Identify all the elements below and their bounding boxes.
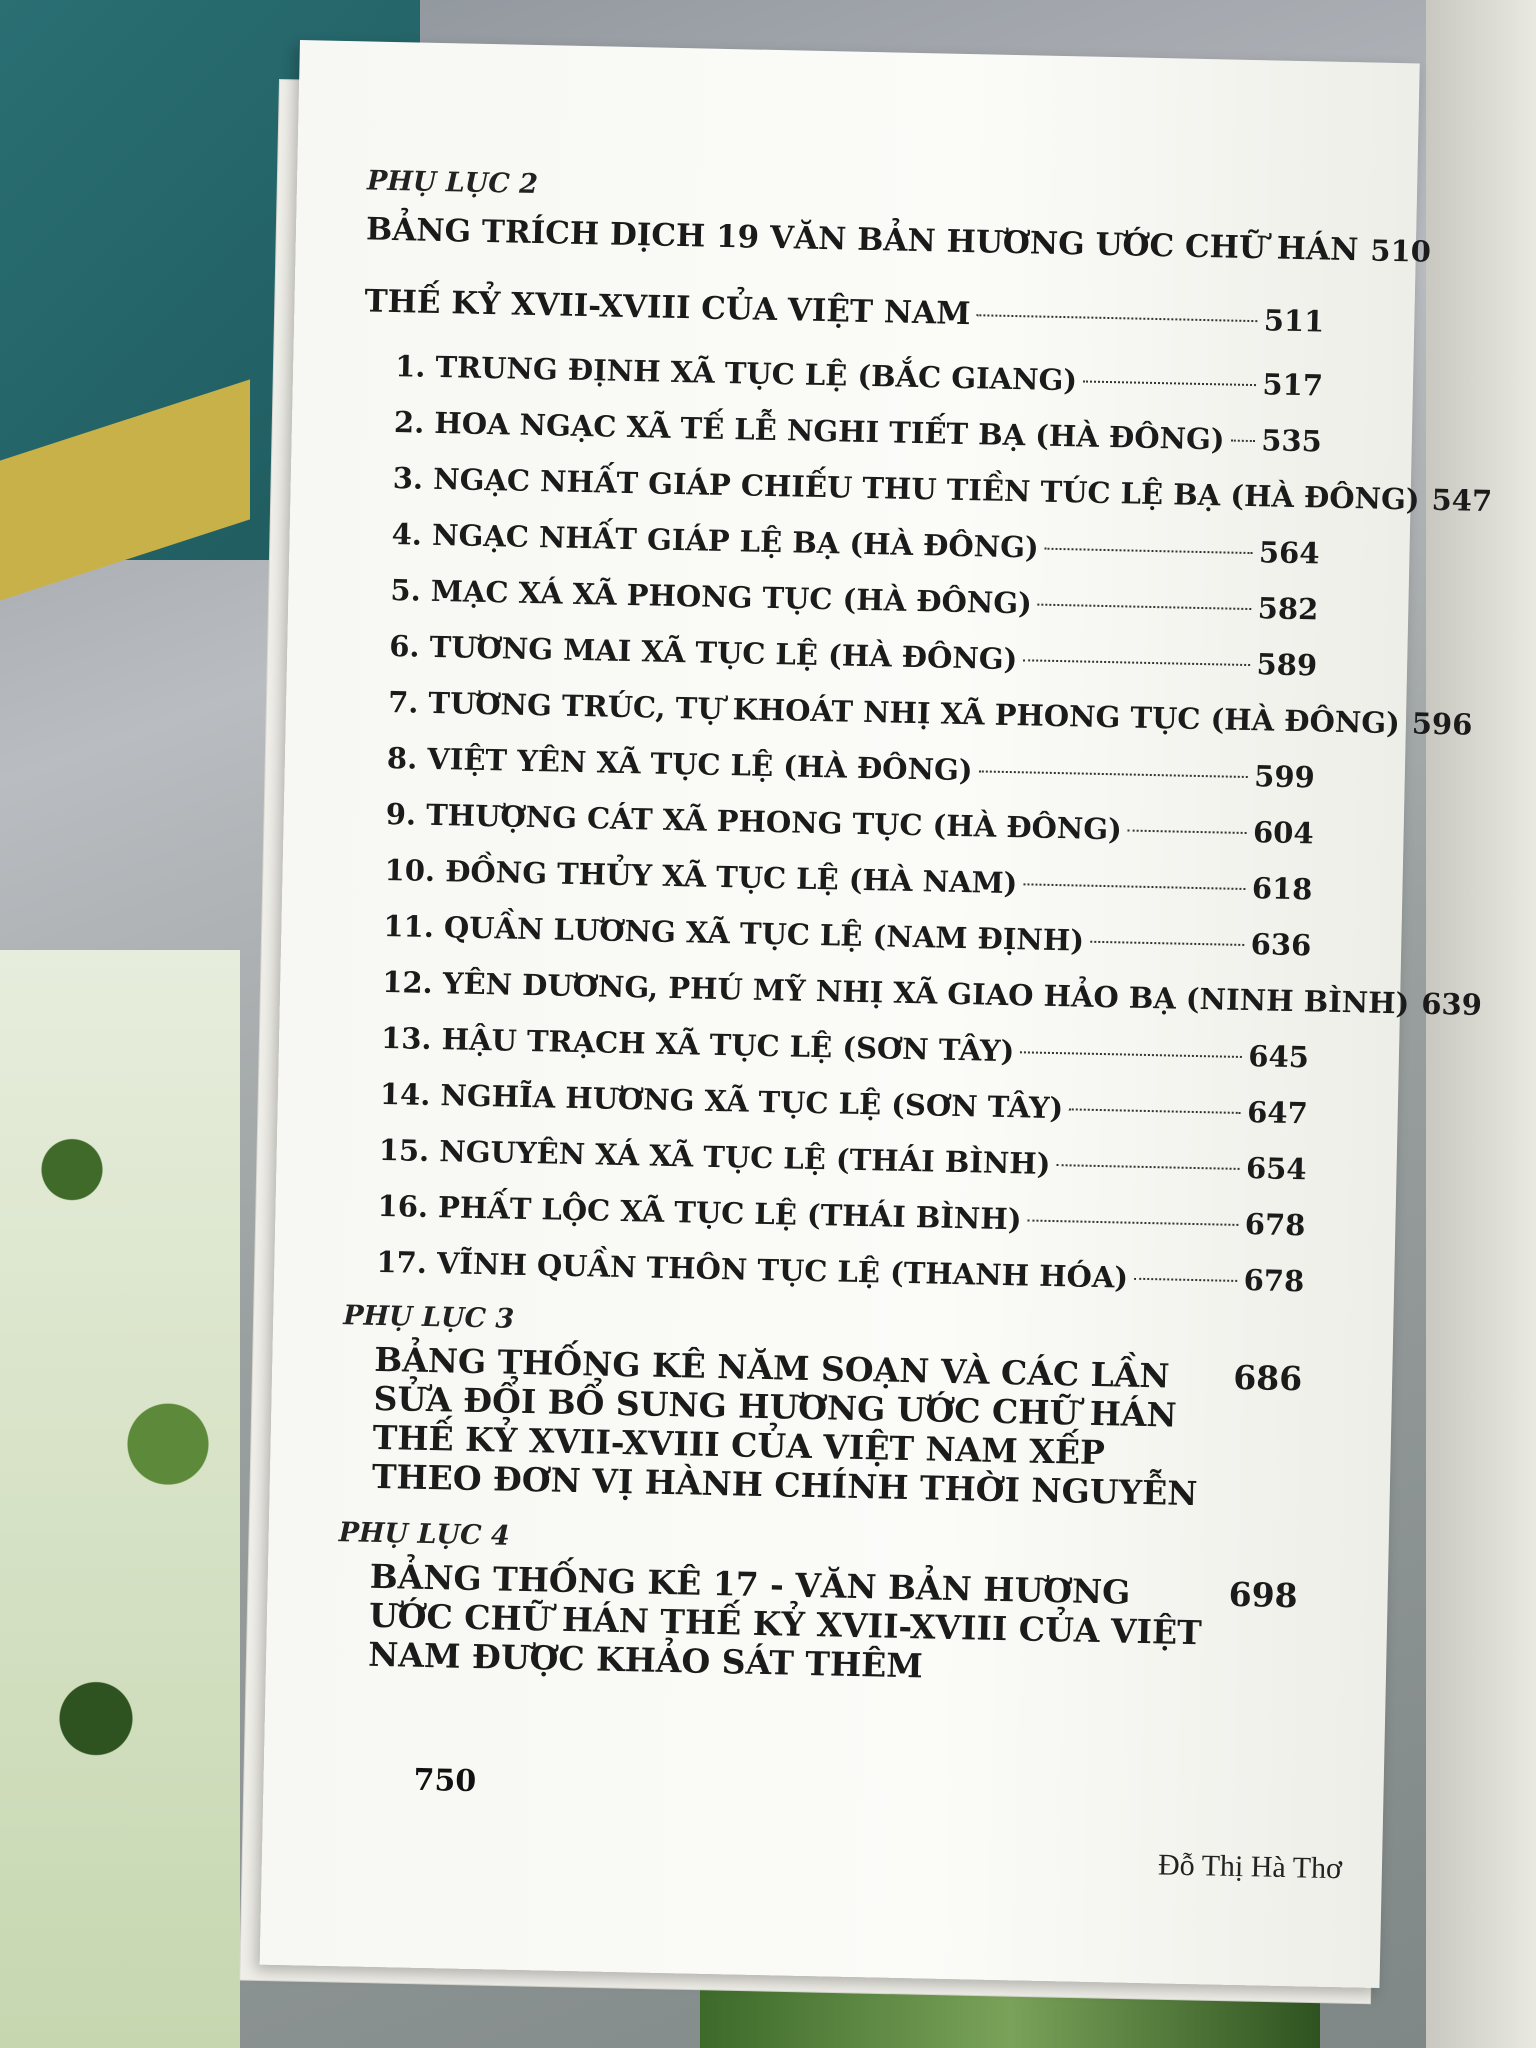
toc-entry-label: 12. YÊN DƯƠNG, PHÚ MỸ NHỊ XÃ GIAO HẢO BẠ (NINH BÌNH) — [381, 965, 1410, 1021]
toc-row — [348, 1077, 1309, 1131]
page-ref: 517 — [1262, 367, 1324, 403]
toc-row — [364, 277, 1325, 347]
toc-row — [340, 1340, 1303, 1516]
toc-row — [346, 1133, 1307, 1187]
page-ref: 604 — [1252, 815, 1314, 851]
toc-entry-label: 5. MẠC XÁ XÃ PHONG TỤC (HÀ ĐÔNG) — [390, 573, 1033, 621]
toc-row — [355, 741, 1316, 795]
toc-row — [344, 1245, 1305, 1299]
page-ref: 698 — [1228, 1575, 1299, 1616]
dot-leader — [1020, 1052, 1242, 1059]
page-ref: 547 — [1431, 483, 1493, 519]
dot-leader — [976, 314, 1257, 322]
page-ref: 645 — [1248, 1039, 1310, 1075]
page-ref: 510 — [1370, 233, 1432, 269]
toc-row — [360, 461, 1493, 519]
dot-leader — [1023, 884, 1246, 891]
toc-entry-label: 2. HOA NGẠC XÃ TẾ LỄ NGHI TIẾT BẠ (HÀ ĐÔNG) — [393, 405, 1225, 457]
toc-entry-label: 15. NGUYÊN XÁ XÃ TỤC LỆ (THÁI BÌNH) — [378, 1133, 1051, 1182]
toc-row — [363, 349, 1324, 403]
appendix-2-title-line1: BẢNG TRÍCH DỊCH 19 VĂN BẢN HƯƠNG ƯỚC CHỮ HÁN — [365, 211, 1359, 269]
page-ref: 654 — [1245, 1151, 1307, 1187]
page-ref: 639 — [1420, 987, 1483, 1023]
toc-entry-label: 11. QUẦN LƯƠNG XÃ TỤC LỆ (NAM ĐỊNH) — [383, 909, 1085, 959]
page-ref: 678 — [1244, 1207, 1306, 1243]
appendix-3-title: BẢNG THỐNG KÊ NĂM SOẠN VÀ CÁC LẦN SỬA ĐỔI BỔ SUNG HƯƠNG ƯỚC CHỮ HÁN THẾ KỶ XVII-XVIII CỦA VIỆT NAM XẾP THEO ĐƠN VỊ HÀNH CHÍNH THỜI NGUYỄN — [371, 1340, 1198, 1514]
toc-entry-label: 7. TƯƠNG TRÚC, TỰ KHOÁT NHỊ XÃ PHONG TỤC (HÀ ĐÔNG) — [387, 685, 1401, 741]
toc-row — [336, 1557, 1298, 1694]
dot-leader — [1069, 1109, 1241, 1115]
toc-entry-label: 8. VIỆT YÊN XÃ TỤC LỆ (HÀ ĐÔNG) — [386, 741, 973, 788]
dot-leader — [1083, 381, 1256, 387]
appendix-2-items — [344, 349, 1493, 1299]
page-ref: 535 — [1260, 423, 1323, 459]
appendix-2-title-line2: THẾ KỶ XVII-XVIII CỦA VIỆT NAM — [364, 283, 971, 333]
page-ref: 589 — [1256, 647, 1318, 683]
toc-entry-label: 4. NGẠC NHẤT GIÁP LỆ BẠ (HÀ ĐÔNG) — [391, 517, 1040, 566]
page-ref: 599 — [1253, 759, 1316, 795]
background-tree-illustration — [0, 950, 240, 2048]
author-name: Đỗ Thị Hà Thơ — [1157, 1848, 1343, 1886]
toc-row — [345, 1189, 1306, 1243]
book-page — [260, 40, 1493, 1988]
toc-row — [349, 1021, 1310, 1075]
dot-leader — [1090, 941, 1245, 946]
appendix-4-title: BẢNG THỐNG KÊ 17 - VĂN BẢN HƯƠNG ƯỚC CHỮ HÁN THẾ KỶ XVII-XVIII CỦA VIỆT NAM ĐƯỢC KHẢO SÁT THÊM — [367, 1557, 1203, 1686]
table-of-contents — [335, 161, 1493, 1715]
dot-leader — [1231, 440, 1256, 443]
toc-entry-label: 14. NGHĨA HƯƠNG XÃ TỤC LỆ (SƠN TÂY) — [379, 1077, 1064, 1126]
dot-leader — [1128, 830, 1247, 834]
dot-leader — [1056, 1165, 1240, 1171]
toc-row — [350, 965, 1483, 1023]
page-ref: 678 — [1243, 1263, 1305, 1299]
dot-leader — [1045, 548, 1253, 554]
toc-row — [352, 853, 1313, 907]
page-ref: 686 — [1232, 1358, 1303, 1399]
page-ref: 647 — [1246, 1095, 1309, 1131]
toc-row — [357, 629, 1318, 683]
appendix-4-heading: PHỤ LỤC 4 — [338, 1517, 510, 1553]
appendix-3-heading: PHỤ LỤC 3 — [342, 1300, 515, 1336]
toc-row — [356, 685, 1473, 743]
dot-leader — [978, 771, 1248, 779]
toc-row — [365, 204, 1432, 274]
toc-row — [353, 797, 1314, 851]
toc-entry-label: 1. TRUNG ĐỊNH XÃ TỤC LỆ (BẮC GIANG) — [394, 349, 1078, 398]
toc-entry-label: 9. THƯỢNG CÁT XÃ PHONG TỤC (HÀ ĐÔNG) — [385, 797, 1123, 847]
toc-row — [351, 909, 1312, 963]
toc-entry-label: 17. VĨNH QUẦN THÔN TỤC LỆ (THANH HÓA) — [376, 1245, 1129, 1296]
toc-row — [359, 517, 1320, 571]
dot-leader — [1038, 604, 1252, 610]
background-adjacent-book — [1426, 0, 1536, 2048]
dot-leader — [1134, 1278, 1238, 1282]
toc-entry-label: 10. ĐỒNG THỦY XÃ TỤC LỆ (HÀ NAM) — [384, 853, 1018, 901]
toc-entry-label: 3. NGẠC NHẤT GIÁP CHIẾU THU TIỀN TÚC LỆ BẠ (HÀ ĐÔNG) — [392, 461, 1420, 517]
page-number: 750 — [413, 1762, 477, 1800]
toc-row — [358, 573, 1319, 627]
dot-leader — [1027, 1220, 1238, 1226]
page-ref: 636 — [1250, 927, 1312, 963]
page-ref: 511 — [1263, 303, 1325, 339]
page-ref: 618 — [1251, 871, 1313, 907]
toc-entry-label: 16. PHẤT LỘC XÃ TỤC LỆ (THÁI BÌNH) — [377, 1189, 1022, 1237]
toc-entry-label: 6. TƯƠNG MAI XÃ TỤC LỆ (HÀ ĐÔNG) — [388, 629, 1018, 677]
page-ref: 596 — [1411, 706, 1473, 743]
toc-entry-label: 13. HẬU TRẠCH XÃ TỤC LỆ (SƠN TÂY) — [380, 1021, 1015, 1069]
page-ref: 582 — [1257, 591, 1319, 627]
appendix-2-heading: PHỤ LỤC 2 — [366, 165, 539, 201]
toc-row — [362, 405, 1323, 459]
dot-leader — [1023, 660, 1250, 667]
page-ref: 564 — [1258, 535, 1320, 571]
